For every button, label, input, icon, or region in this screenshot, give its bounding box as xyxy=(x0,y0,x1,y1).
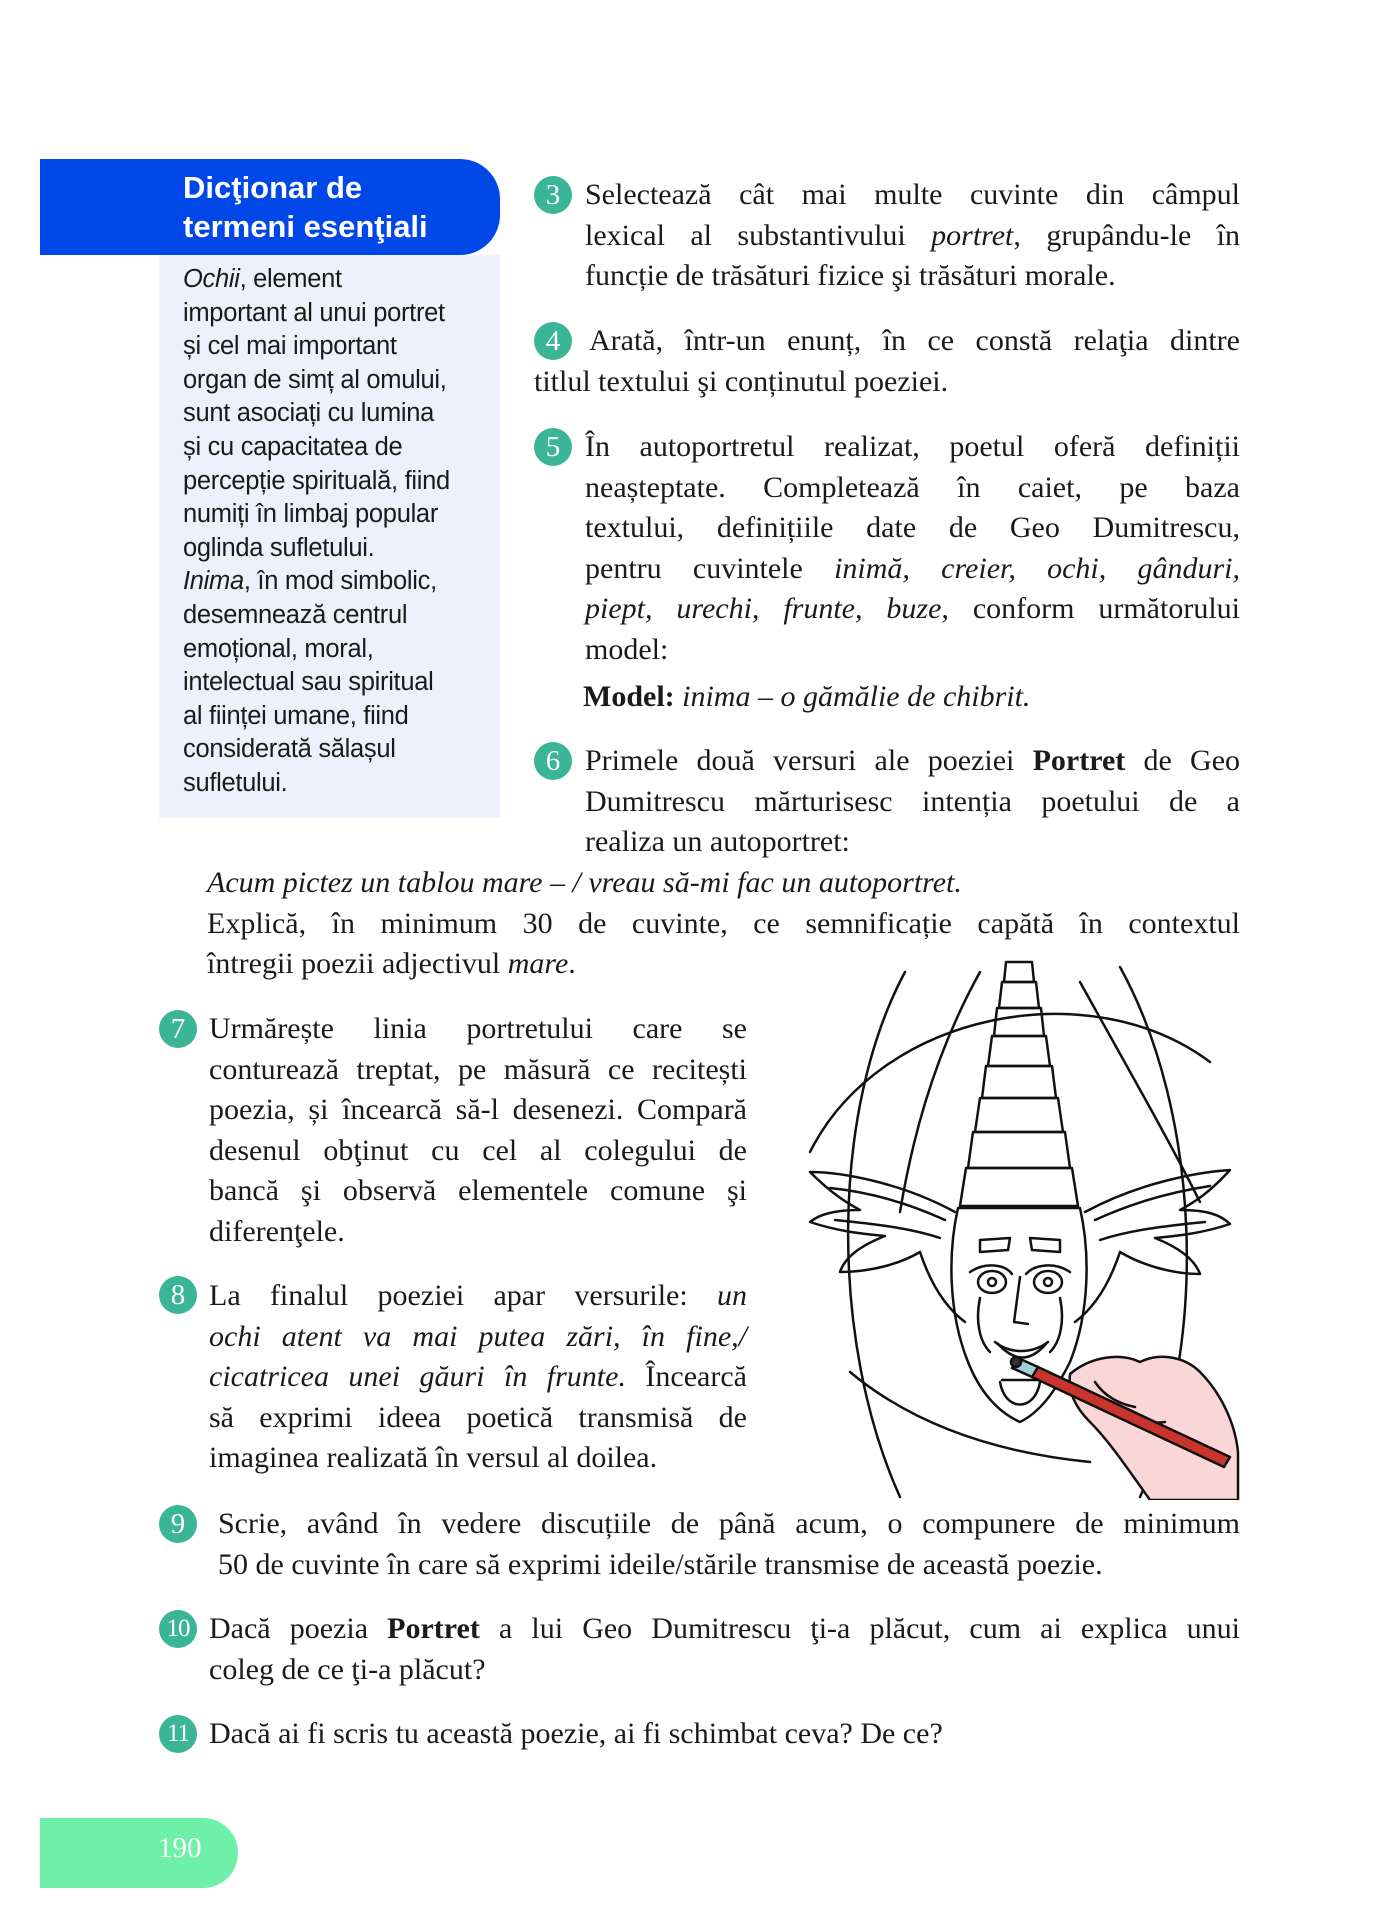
text-line: neașteptate. Completează în caiet, pe baza xyxy=(585,470,1240,504)
model-label: Model: xyxy=(583,680,675,713)
text-line: realiza un autoportret: xyxy=(585,825,850,858)
text-line: Urmărește linia portretului care se xyxy=(209,1012,747,1045)
dictionary-line: intelectual sau spiritual xyxy=(183,668,434,697)
text-line: model: xyxy=(585,632,669,666)
exercise-number-badge: 11 xyxy=(159,1715,197,1753)
dictionary-title-line: termeni esenţiali xyxy=(183,209,428,244)
text-line: Dacă poezia Portret a lui Geo Dumitrescu ţi-a plăcut, cum ai explica unui xyxy=(209,1612,1240,1645)
text-line: cicatricea unei găuri în frunte. Încearcă xyxy=(209,1360,747,1393)
dictionary-line: emoțional, moral, xyxy=(183,634,374,663)
exercise-4-text xyxy=(534,321,1240,402)
text-line: să exprimi ideea poetică transmisă de xyxy=(209,1400,747,1434)
model-line xyxy=(583,677,1030,718)
text-line: Primele două versuri ale poeziei Portret de Geo xyxy=(585,744,1241,777)
exercise-6-text xyxy=(585,741,1240,863)
dictionary-line: important al unui portret xyxy=(183,298,445,327)
exercise-3-text xyxy=(585,175,1240,297)
text-line: titlul textului şi conținutul poeziei. xyxy=(534,364,949,398)
dictionary-line: Ochii, element xyxy=(183,265,342,293)
text-line: poezia, și încearcă să-l desenezi. Compară xyxy=(209,1093,747,1126)
page-number: 190 xyxy=(158,1832,202,1864)
text-line: lexical al substantivului portret, grupându-le în xyxy=(585,218,1240,252)
exercise-number-badge: 10 xyxy=(159,1610,197,1648)
text-line: funcție de trăsături fizice şi trăsături morale. xyxy=(585,259,1116,292)
exercise-10-text xyxy=(209,1609,1240,1690)
text-line: desenul obţinut cu cel al colegului de xyxy=(209,1133,747,1167)
dictionary-definitions xyxy=(183,263,488,801)
dictionary-line: sufletului. xyxy=(183,768,288,797)
text-line: Scrie, având în vedere discuțiile de până acum, o compunere de minimum xyxy=(218,1507,1240,1540)
exercise-11-text xyxy=(209,1714,1240,1755)
dictionary-line: desemnează centrul xyxy=(183,600,408,629)
dictionary-line: numiți în limbaj popular xyxy=(183,500,439,529)
verse-quote: Acum pictez un tablou mare – / vreau să-mi fac un autoportret. xyxy=(207,866,962,899)
exercise-number-badge: 6 xyxy=(534,742,572,780)
text-line: imaginea realizată în versul al doilea. xyxy=(209,1441,658,1474)
dictionary-title xyxy=(183,168,428,246)
text-line: pentru cuvintele inimă, creier, ochi, gânduri, xyxy=(585,551,1241,585)
exercise-7-text xyxy=(209,1009,747,1252)
text-line: diferenţele. xyxy=(209,1214,345,1248)
dictionary-line: Inima, în mod simbolic, xyxy=(183,567,437,596)
dictionary-line: al ființei umane, fiind xyxy=(183,701,409,730)
exercise-number-badge: 8 xyxy=(159,1276,197,1314)
page-number-tab xyxy=(40,1818,238,1888)
exercise-8-text xyxy=(209,1276,747,1479)
text-line: Dacă ai fi scris tu această poezie, ai fi schimbat ceva? De ce? xyxy=(209,1717,943,1750)
exercise-number-badge: 9 xyxy=(159,1505,197,1543)
text-line: bancă şi observă elementele comune şi xyxy=(209,1174,747,1207)
exercise-number-badge: 5 xyxy=(534,428,572,466)
model-text: inima – o gămălie de chibrit. xyxy=(682,680,1031,713)
exercise-number-badge: 7 xyxy=(159,1010,197,1048)
text-line: Selectează cât mai multe cuvinte din câmpul xyxy=(585,178,1240,211)
text-line: La finalul poeziei apar versurile: un xyxy=(209,1279,747,1312)
dictionary-line: organ de simț al omului, xyxy=(183,365,447,394)
dictionary-line: considerată sălașul xyxy=(183,735,396,764)
dictionary-line: oglinda sufletului. xyxy=(183,533,375,562)
text-line: întregii poezii adjectivul mare. xyxy=(207,947,576,980)
text-line: conturează treptat, pe măsură ce recitești xyxy=(209,1052,747,1086)
text-line: Dumitrescu mărturisesc intenția poetului de a xyxy=(585,784,1240,818)
exercise-9-text xyxy=(218,1504,1240,1585)
dictionary-line: și cu capacitatea de xyxy=(183,432,403,461)
dictionary-line: sunt asociați cu lumina xyxy=(183,399,435,428)
exercise-number-badge: 3 xyxy=(534,176,572,214)
hand-drawing-portrait-illustration xyxy=(790,952,1240,1500)
dictionary-title-line: Dicţionar de xyxy=(183,170,363,205)
text-line: 50 de cuvinte în care să exprimi ideile/stările transmise de această poezie. xyxy=(218,1547,1103,1581)
text-line: coleg de ce ţi-a plăcut? xyxy=(209,1652,486,1686)
text-line: ochi atent va mai putea zări, în fine,/ xyxy=(209,1319,747,1353)
text-line: Arată, într-un enunț, în ce constă relaţia dintre xyxy=(589,324,1240,357)
text-line: Explică, în minimum 30 de cuvinte, ce semnificație capătă în contextul xyxy=(207,906,1240,940)
dictionary-line: și cel mai important xyxy=(183,332,397,361)
exercise-5-text xyxy=(585,427,1240,670)
text-line: În autoportretul realizat, poetul oferă definiții xyxy=(585,430,1240,463)
text-line: textului, definițiile date de Geo Dumitrescu, xyxy=(585,511,1240,544)
text-line: piept, urechi, frunte, buze, conform următorului xyxy=(585,592,1240,625)
exercise-number-badge: 4 xyxy=(534,322,572,360)
dictionary-line: percepție spirituală, fiind xyxy=(183,466,450,495)
